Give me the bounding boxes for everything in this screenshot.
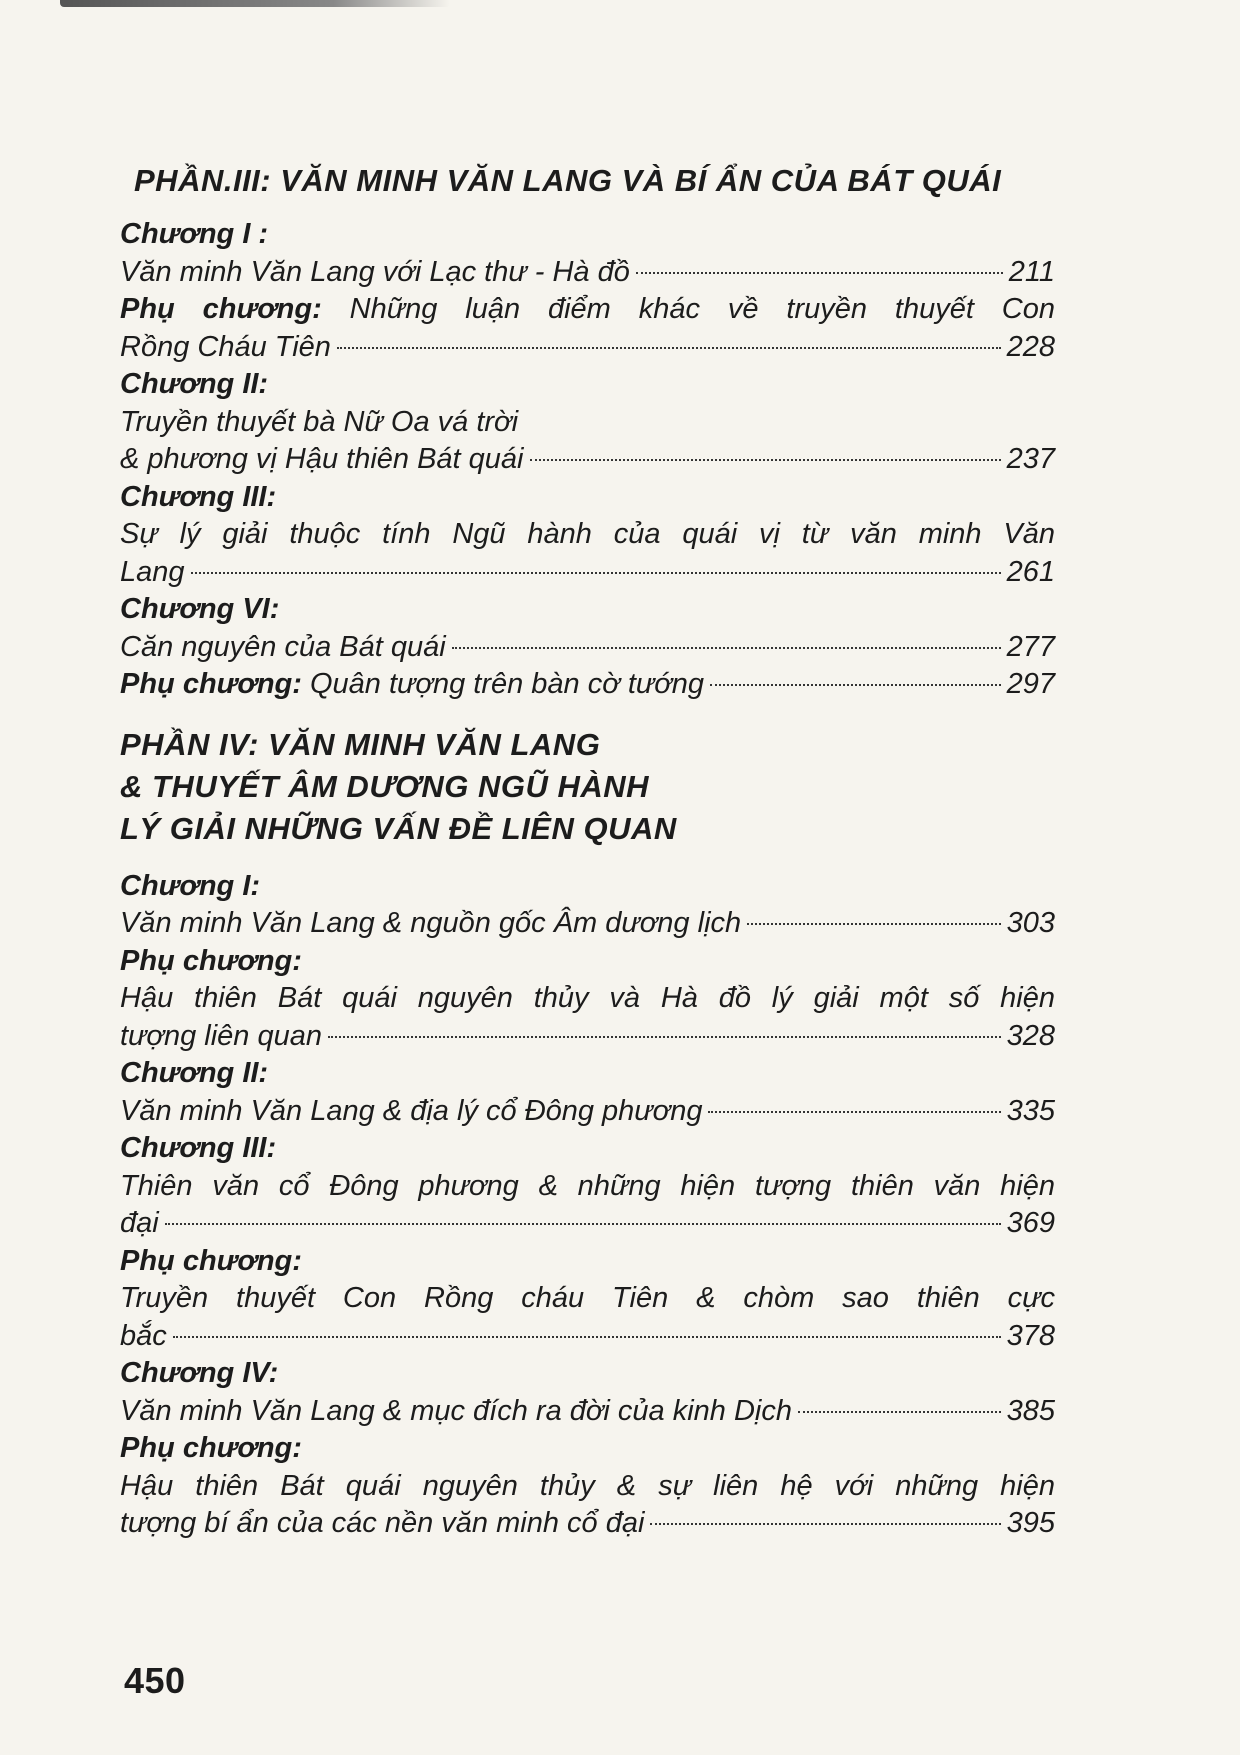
toc-entry <box>120 629 1055 667</box>
part-4-title-line: & THUYẾT ÂM DƯƠNG NGŨ HÀNH <box>120 768 650 804</box>
page-ref: 277 <box>1006 630 1055 663</box>
entry-title <box>120 1318 167 1356</box>
entry-lead: Phụ chương: <box>120 668 302 700</box>
page-ref: 261 <box>1006 555 1055 588</box>
toc-entry <box>120 1393 1055 1431</box>
dot-leader <box>452 647 1001 649</box>
entry-title-text: Hậu thiên Bát quái nguyên thủy & sự liên hệ với những hiện <box>120 1469 1055 1502</box>
chapter-label: Phụ chương: <box>120 1244 302 1277</box>
dot-leader <box>328 1036 1001 1038</box>
entry-title-text: tượng liên quan <box>120 1019 322 1052</box>
page-ref: 378 <box>1006 1319 1055 1352</box>
chapter-label: Phụ chương: <box>120 1432 302 1464</box>
toc-entry <box>120 329 1055 367</box>
page-ref: 303 <box>1006 907 1055 939</box>
entry-title-line <box>120 1168 1055 1206</box>
dot-leader <box>747 923 1000 925</box>
entry-line: Truyền thuyết bà Nữ Oa vá trời <box>120 405 519 438</box>
entry-title-text: Quân tượng trên bàn cờ tướng <box>301 668 705 700</box>
toc-entry <box>120 1505 1055 1543</box>
toc-entry <box>120 441 1055 479</box>
entry-title-text: Những luận điểm khác về truyền thuyết Con <box>321 293 1055 325</box>
entry-title-line <box>120 516 1055 554</box>
toc-entry <box>120 554 1055 592</box>
entry-title <box>120 1505 644 1543</box>
table-of-contents <box>120 160 1055 1543</box>
page-ref: 335 <box>1006 1094 1055 1127</box>
dot-leader <box>191 572 1001 574</box>
entry-title-line <box>120 1280 1055 1318</box>
part-4-title <box>120 724 1055 850</box>
entry-title-text: bắc <box>120 1319 167 1352</box>
chapter-label: Chương III: <box>120 480 277 513</box>
part-4-entries <box>120 868 1055 1543</box>
chapter-label: Chương IV: <box>120 1357 279 1389</box>
chapter-label: Phụ chương: <box>120 944 302 977</box>
entry-title-line <box>120 1468 1055 1506</box>
entry-title-text: Thiên văn cổ Đông phương & những hiện tượng thiên văn hiện <box>120 1169 1055 1202</box>
part-3-entries <box>120 216 1055 704</box>
dot-leader <box>165 1223 1001 1225</box>
page-number: 450 <box>124 1660 186 1701</box>
entry-title-text: đại <box>120 1207 159 1239</box>
entry-title <box>120 1205 159 1243</box>
chapter-label: Chương III: <box>120 1132 277 1164</box>
dot-leader <box>708 1111 1000 1113</box>
entry-title <box>120 666 704 704</box>
page-top-edge <box>60 0 450 7</box>
entry-title <box>120 1393 792 1431</box>
entry-title-text: Truyền thuyết Con Rồng cháu Tiên & chòm sao thiên cực <box>120 1282 1055 1314</box>
chapter-label: Chương VI: <box>120 593 280 625</box>
part-3-title: PHẦN.III: VĂN MINH VĂN LANG VÀ BÍ ẨN CỦA BÁT QUÁI <box>134 163 1002 198</box>
part-4-title-line: LÝ GIẢI NHỮNG VẤN ĐỀ LIÊN QUAN <box>120 810 677 846</box>
dot-leader <box>636 272 1003 274</box>
entry-title <box>120 905 741 943</box>
page-ref: 385 <box>1006 1394 1055 1427</box>
entry-title <box>120 554 185 592</box>
entry-title-text: Văn minh Văn Lang & địa lý cổ Đông phương <box>120 1094 703 1127</box>
chapter-label: Chương I: <box>120 869 261 902</box>
entry-title-text: & phương vị Hậu thiên Bát quái <box>120 443 524 475</box>
entry-title-text: Văn minh Văn Lang & mục đích ra đời của kinh Dịch <box>120 1394 792 1427</box>
entry-lead: Phụ chương: <box>120 293 322 325</box>
entry-title-text: Hậu thiên Bát quái nguyên thủy và Hà đồ lý giải một số hiện <box>120 982 1055 1014</box>
entry-title-text: Căn nguyên của Bát quái <box>120 630 446 663</box>
dot-leader <box>798 1411 1001 1413</box>
dot-leader <box>337 347 1001 349</box>
chapter-label: Chương II: <box>120 1057 269 1089</box>
entry-title <box>120 1018 322 1056</box>
entry-title <box>120 629 446 667</box>
toc-entry <box>120 254 1055 292</box>
chapter-label: Chương I : <box>120 218 269 250</box>
chapter-label: Chương II: <box>120 368 269 400</box>
dot-leader <box>173 1336 1001 1338</box>
entry-title-text: Văn minh Văn Lang với Lạc thư - Hà đồ <box>120 255 630 288</box>
toc-entry <box>120 1093 1055 1131</box>
toc-entry <box>120 1318 1055 1356</box>
dot-leader <box>710 684 1001 686</box>
toc-entry <box>120 1205 1055 1243</box>
page-ref: 228 <box>1006 330 1055 363</box>
entry-title-text: Văn minh Văn Lang & nguồn gốc Âm dương lịch <box>120 907 742 939</box>
page-ref: 395 <box>1006 1507 1055 1539</box>
page-ref: 328 <box>1006 1019 1055 1052</box>
entry-title <box>120 441 524 479</box>
entry-title-line <box>120 980 1055 1018</box>
entry-title-line <box>120 291 1055 329</box>
page-ref: 369 <box>1006 1207 1055 1239</box>
toc-entry <box>120 666 1055 704</box>
entry-title-text: Sự lý giải thuộc tính Ngũ hành của quái vị từ văn minh Văn <box>120 518 1055 550</box>
toc-entry <box>120 905 1055 943</box>
dot-leader <box>650 1523 1000 1525</box>
entry-title-text: tượng bí ẩn của các nền văn minh cổ đại <box>120 1507 645 1539</box>
part-4-title-line: PHẦN IV: VĂN MINH VĂN LANG <box>120 726 601 762</box>
toc-entry <box>120 1018 1055 1056</box>
entry-title <box>120 1093 702 1131</box>
page-ref: 297 <box>1006 668 1055 700</box>
entry-title <box>120 329 331 367</box>
entry-title <box>120 254 630 292</box>
entry-title-text: Lang <box>120 555 185 588</box>
page-ref: 211 <box>1008 255 1055 288</box>
dot-leader <box>530 459 1001 461</box>
entry-title-text: Rồng Cháu Tiên <box>120 330 331 363</box>
page-ref: 237 <box>1006 443 1055 475</box>
